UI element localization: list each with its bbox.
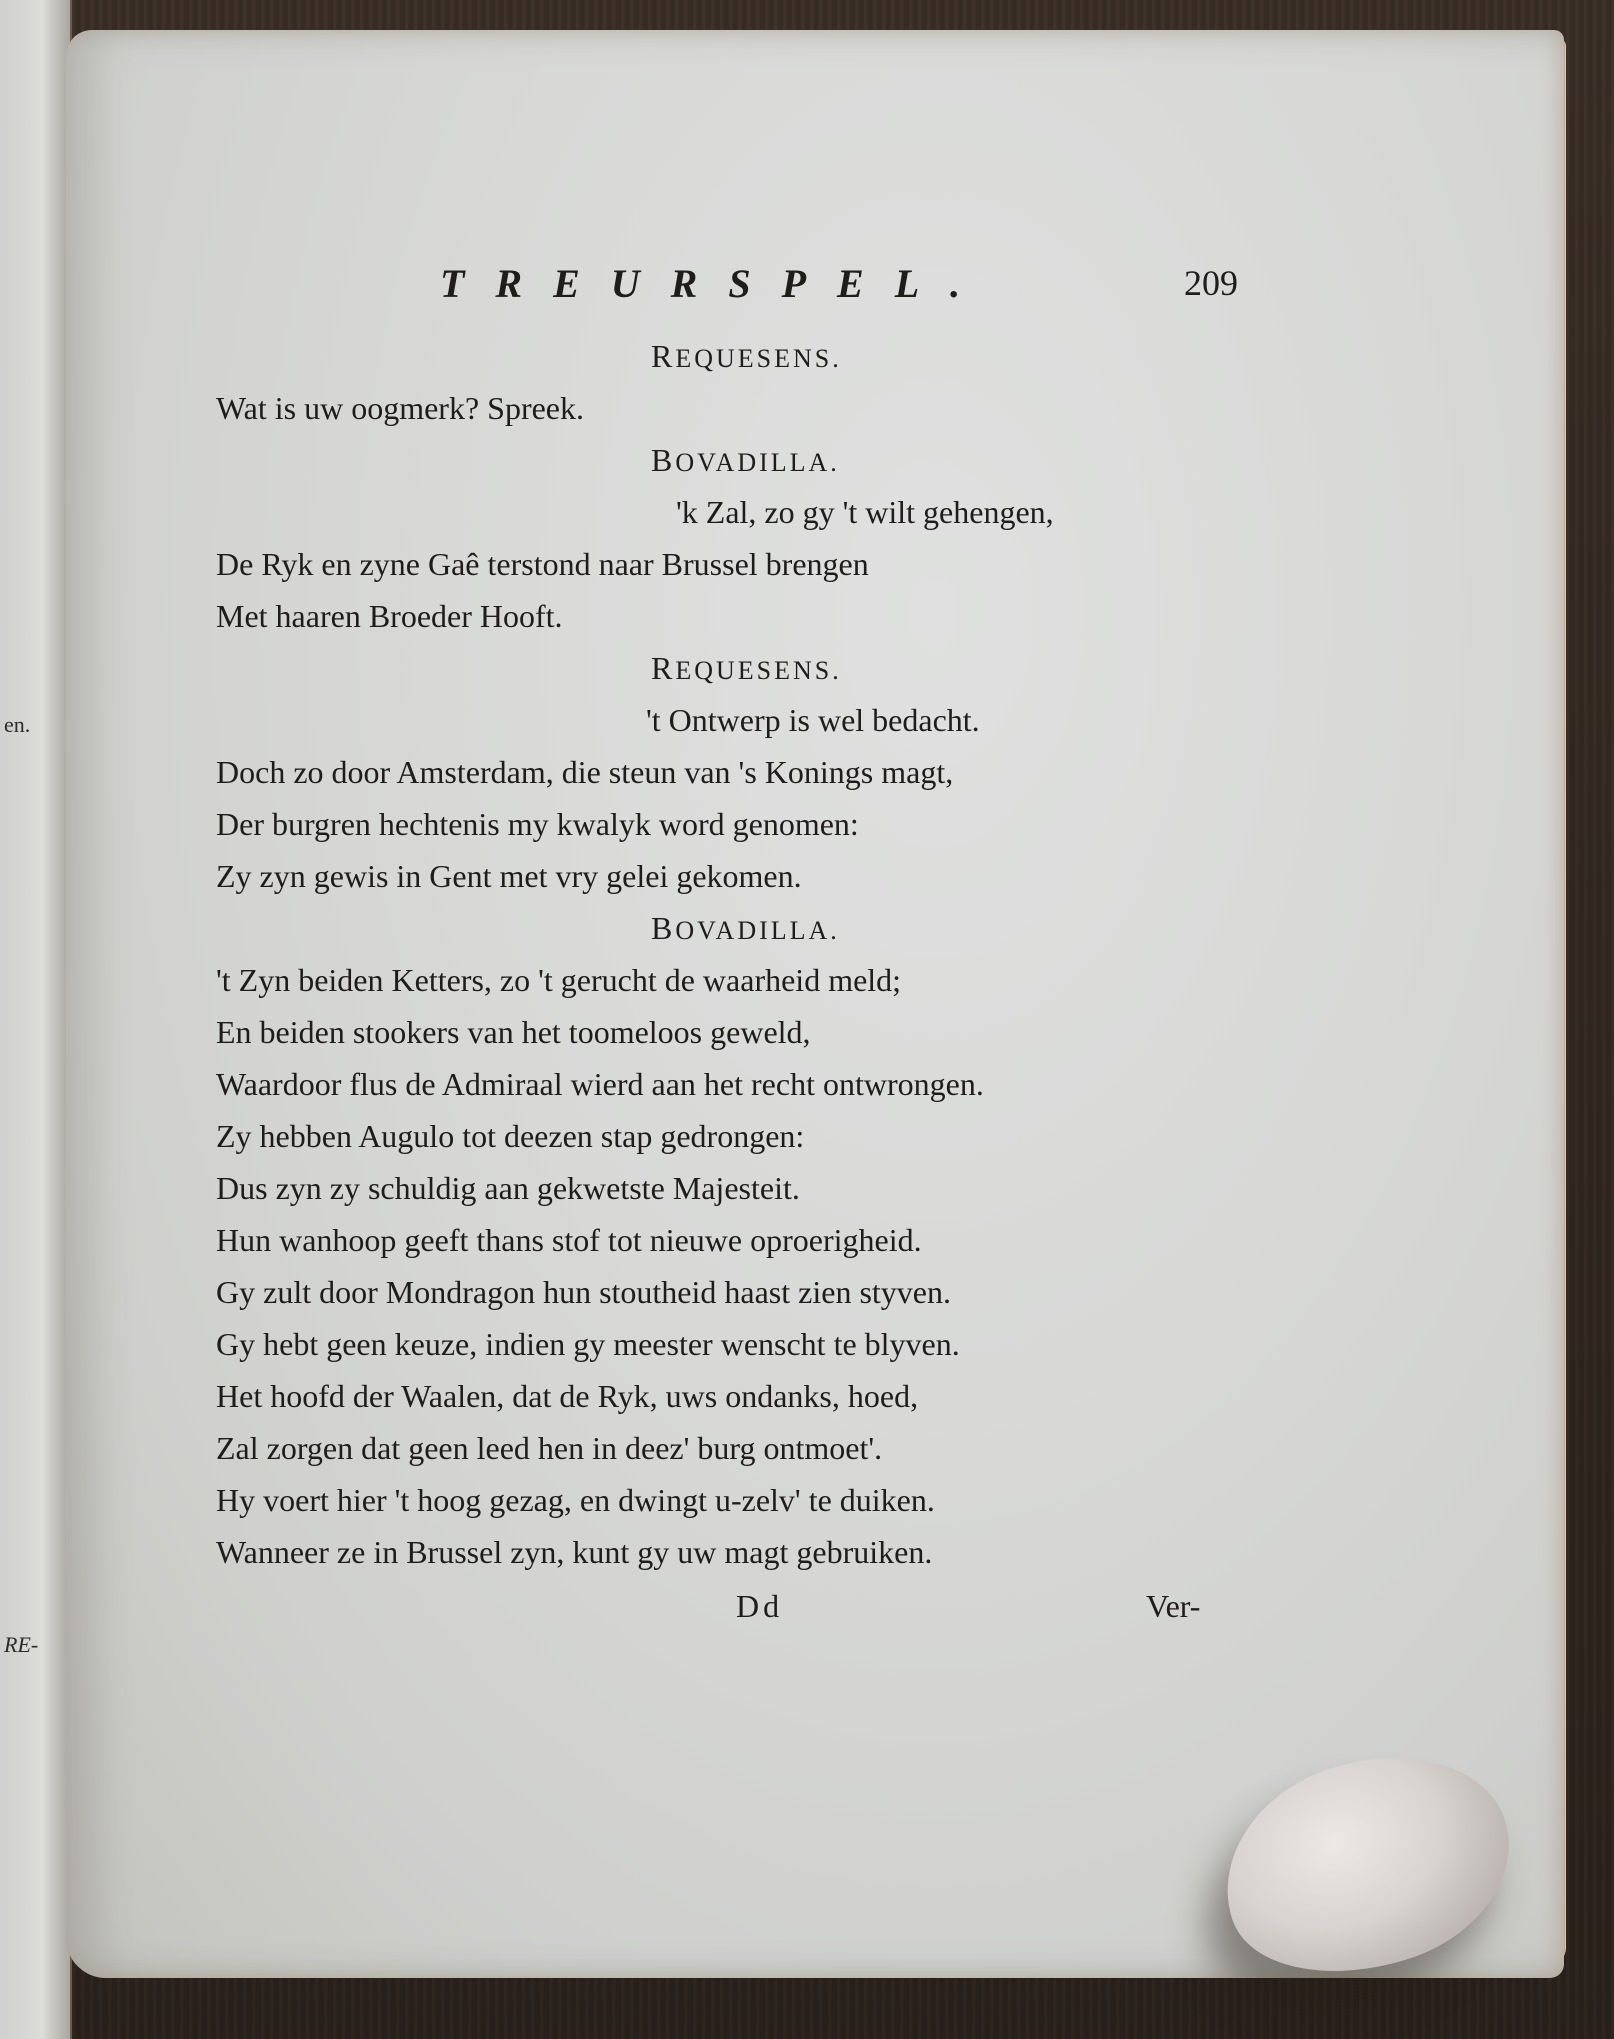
page-number: 209 bbox=[1184, 263, 1238, 303]
verse-line: 't Ontwerp is wel bedacht. bbox=[646, 702, 980, 738]
verse-line: Dus zyn zy schuldig aan gekwetste Majesteit. bbox=[216, 1170, 800, 1206]
verse-line: Zy zyn gewis in Gent met vry gelei gekomen. bbox=[216, 858, 802, 894]
speaker-name: BOVADILLA. bbox=[651, 910, 840, 946]
speaker-name: REQUESENS. bbox=[651, 650, 842, 686]
verse-line: 'k Zal, zo gy 't wilt gehengen, bbox=[676, 494, 1054, 530]
signature-mark: Dd bbox=[736, 1588, 784, 1624]
speaker-name: REQUESENS. bbox=[651, 338, 842, 374]
verse-line: De Ryk en zyne Gaê terstond naar Brussel brengen bbox=[216, 546, 869, 582]
speaker-name: BOVADILLA. bbox=[651, 442, 840, 478]
verse-line: 't Zyn beiden Ketters, zo 't gerucht de waarheid meld; bbox=[216, 962, 902, 998]
verse-line: Zal zorgen dat geen leed hen in deez' burg ontmoet'. bbox=[216, 1430, 883, 1466]
verse-line: Met haaren Broeder Hooft. bbox=[216, 598, 563, 634]
verse-lines bbox=[216, 330, 1246, 1578]
verse-line: Wat is uw oogmerk? Spreek. bbox=[216, 390, 584, 426]
verse-line: Het hoofd der Waalen, dat de Ryk, uws ondanks, hoed, bbox=[216, 1378, 919, 1414]
verse-line: Gy zult door Mondragon hun stoutheid haast zien styven. bbox=[216, 1274, 951, 1310]
page-header bbox=[216, 260, 1246, 330]
page-text bbox=[216, 260, 1246, 1640]
verse-line: Hy voert hier 't hoog gezag, en dwingt u-zelv' te duiken. bbox=[216, 1482, 935, 1518]
right-page bbox=[66, 30, 1564, 1978]
left-page bbox=[0, 0, 72, 2039]
verse-line: Hun wanhoop geeft thans stof tot nieuwe oproerigheid. bbox=[216, 1222, 922, 1258]
verse-line: Der burgren hechtenis my kwalyk word genomen: bbox=[216, 806, 859, 842]
page-footer bbox=[216, 1588, 1246, 1640]
verse-line: Zy hebben Augulo tot deezen stap gedrongen: bbox=[216, 1118, 805, 1154]
verse-line: En beiden stookers van het toomeloos geweld, bbox=[216, 1014, 811, 1050]
left-page-fragment: en. bbox=[4, 712, 31, 737]
left-page-fragment: RE- bbox=[4, 1632, 39, 1657]
verse-line: Gy hebt geen keuze, indien gy meester wenscht te blyven. bbox=[216, 1326, 960, 1362]
verse-line: Waardoor flus de Admiraal wierd aan het recht ontwrongen. bbox=[216, 1066, 984, 1102]
verse-line: Wanneer ze in Brussel zyn, kunt gy uw magt gebruiken. bbox=[216, 1534, 933, 1570]
running-head: TREURSPEL. bbox=[440, 261, 992, 306]
verse-line: Doch zo door Amsterdam, die steun van 's Konings magt, bbox=[216, 754, 954, 790]
catchword: Ver- bbox=[1146, 1588, 1201, 1624]
